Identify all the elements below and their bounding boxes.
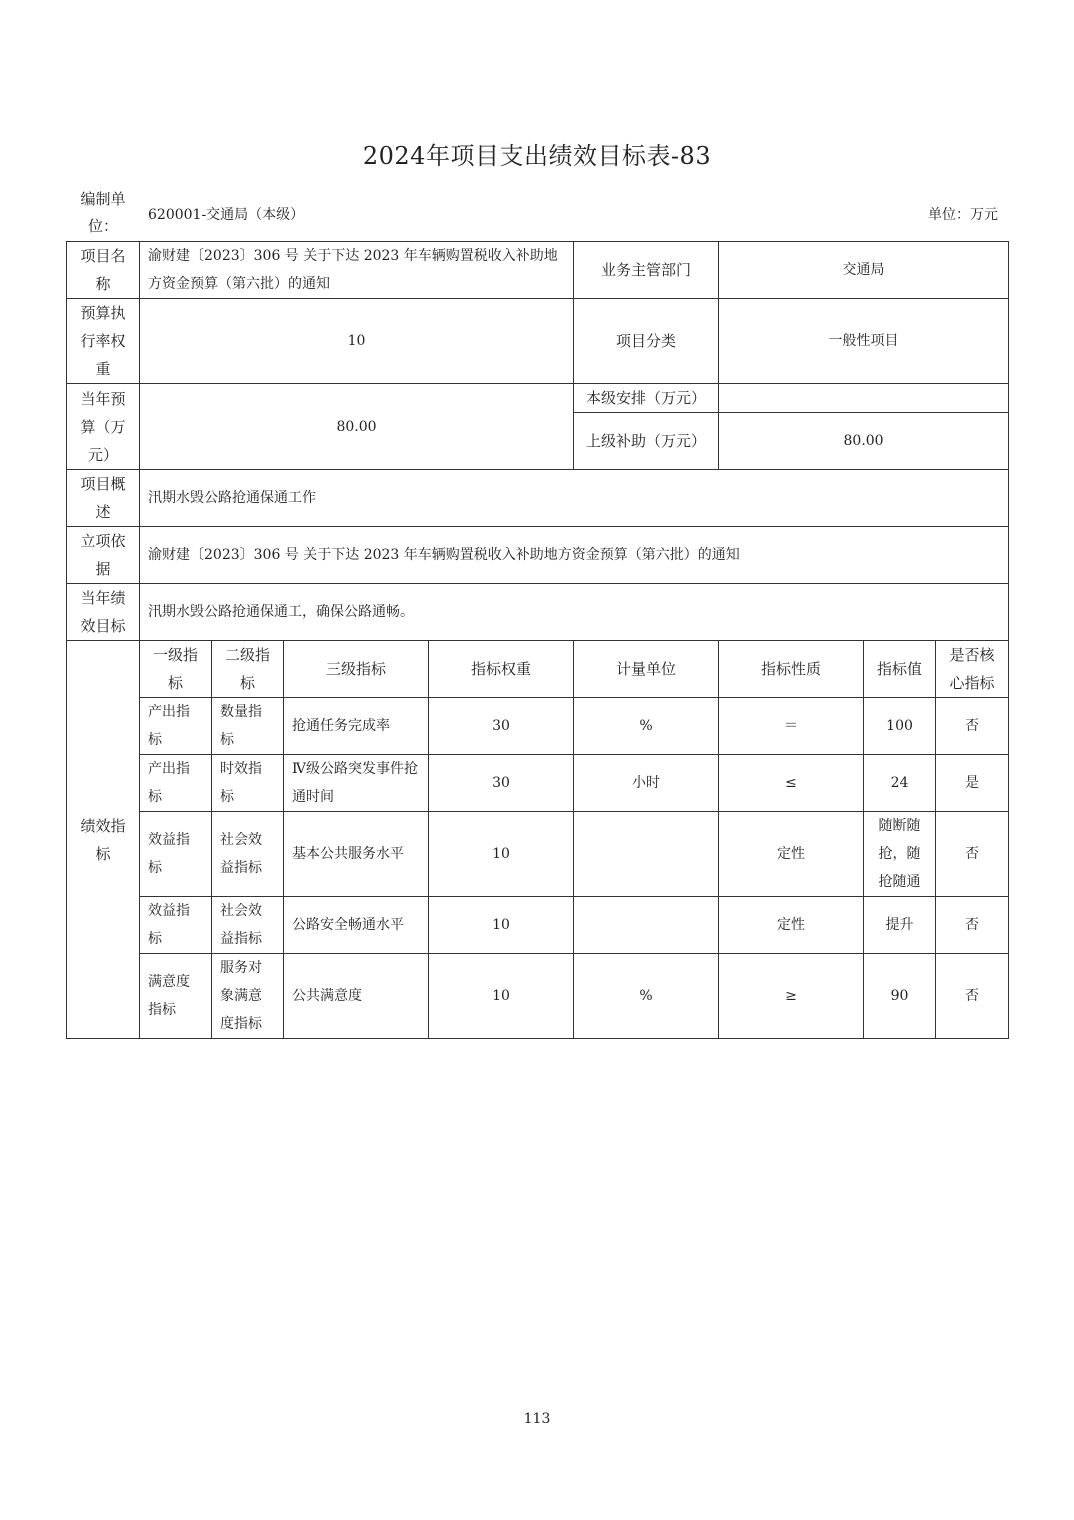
row5-l1: 满意度指标 [140, 954, 212, 1039]
org-label: 编制单位： [80, 190, 126, 235]
project-name-value: 渝财建〔2023〕306 号 关于下达 2023 年车辆购置税收入补助地方资金预算（第六批）的通知 [140, 242, 574, 299]
performance-table [66, 241, 1009, 1039]
table-row [67, 755, 1009, 812]
row1-weight: 30 [429, 698, 574, 755]
row5-nature: ≥ [719, 954, 864, 1039]
row4-l1: 效益指标 [140, 897, 212, 954]
row5-l3: 公共满意度 [284, 954, 429, 1039]
category-value: 一般性项目 [719, 299, 1009, 384]
row2-l2: 时效指标 [212, 755, 284, 812]
row5-l2: 服务对象满意度指标 [212, 954, 284, 1039]
row4-l2: 社会效益指标 [212, 897, 284, 954]
row4-weight: 10 [429, 897, 574, 954]
table-row [67, 384, 1009, 413]
table-row [67, 527, 1009, 584]
table-row [67, 299, 1009, 384]
upper-label: 上级补助（万元） [574, 413, 719, 470]
category-label: 项目分类 [574, 299, 719, 384]
row5-unit: % [574, 954, 719, 1039]
header-core: 是否核心指标 [936, 641, 1009, 698]
row3-value: 随断随抢，随抢随通 [864, 812, 936, 897]
table-row [67, 812, 1009, 897]
row1-nature: ＝ [719, 698, 864, 755]
header-level1: 一级指标 [140, 641, 212, 698]
row4-value: 提升 [864, 897, 936, 954]
row3-l2: 社会效益指标 [212, 812, 284, 897]
row3-nature: 定性 [719, 812, 864, 897]
row3-l1: 效益指标 [140, 812, 212, 897]
header-value: 指标值 [864, 641, 936, 698]
budget-value: 80.00 [140, 384, 574, 470]
row2-weight: 30 [429, 755, 574, 812]
dept-value: 交通局 [719, 242, 1009, 299]
overview-label: 项目概述 [67, 470, 140, 527]
table-row [67, 698, 1009, 755]
row3-unit [574, 812, 719, 897]
table-row [67, 897, 1009, 954]
table-row [67, 470, 1009, 527]
header-level3: 三级指标 [284, 641, 429, 698]
header-unit: 计量单位 [574, 641, 719, 698]
row2-unit: 小时 [574, 755, 719, 812]
upper-value: 80.00 [719, 413, 1009, 470]
header-nature: 指标性质 [719, 641, 864, 698]
row1-l3: 抢通任务完成率 [284, 698, 429, 755]
row1-unit: % [574, 698, 719, 755]
weight-label: 预算执行率权重 [67, 299, 140, 384]
row2-value: 24 [864, 755, 936, 812]
budget-label: 当年预算（万元） [67, 384, 140, 470]
overview-value: 汛期水毁公路抢通保通工作 [140, 470, 1009, 527]
local-label: 本级安排（万元） [574, 384, 719, 413]
indicator-header-row [67, 641, 1009, 698]
row3-weight: 10 [429, 812, 574, 897]
table-row [67, 584, 1009, 641]
row3-core: 否 [936, 812, 1009, 897]
row5-value: 90 [864, 954, 936, 1039]
weight-value: 10 [140, 299, 574, 384]
row4-core: 否 [936, 897, 1009, 954]
row1-value: 100 [864, 698, 936, 755]
org-value: 620001-交通局（本级） [148, 207, 305, 223]
dept-label: 业务主管部门 [574, 242, 719, 299]
header-weight: 指标权重 [429, 641, 574, 698]
row4-nature: 定性 [719, 897, 864, 954]
row3-l3: 基本公共服务水平 [284, 812, 429, 897]
row1-l1: 产出指标 [140, 698, 212, 755]
goal-label: 当年绩效目标 [67, 584, 140, 641]
table-row [67, 954, 1009, 1039]
row5-core: 否 [936, 954, 1009, 1039]
row2-nature: ≤ [719, 755, 864, 812]
row1-core: 否 [936, 698, 1009, 755]
document-meta [66, 186, 1008, 240]
row2-l3: Ⅳ级公路突发事件抢通时间 [284, 755, 429, 812]
project-name-label: 项目名称 [67, 242, 140, 299]
row2-core: 是 [936, 755, 1009, 812]
header-level2: 二级指标 [212, 641, 284, 698]
page-title: 2024年项目支出绩效目标表-83 [362, 142, 712, 170]
basis-value: 渝财建〔2023〕306 号 关于下达 2023 年车辆购置税收入补助地方资金预算（第六批）的通知 [140, 527, 1009, 584]
row1-l2: 数量指标 [212, 698, 284, 755]
local-value [719, 384, 1009, 413]
basis-label: 立项依据 [67, 527, 140, 584]
page-number: 113 [523, 1411, 551, 1427]
row5-weight: 10 [429, 954, 574, 1039]
row2-l1: 产出指标 [140, 755, 212, 812]
unit-label: 单位：万元 [928, 207, 998, 223]
table-row [67, 242, 1009, 299]
goal-value: 汛期水毁公路抢通保通工，确保公路通畅。 [140, 584, 1009, 641]
row4-l3: 公路安全畅通水平 [284, 897, 429, 954]
row4-unit [574, 897, 719, 954]
indicators-section-label: 绩效指标 [67, 641, 140, 1039]
